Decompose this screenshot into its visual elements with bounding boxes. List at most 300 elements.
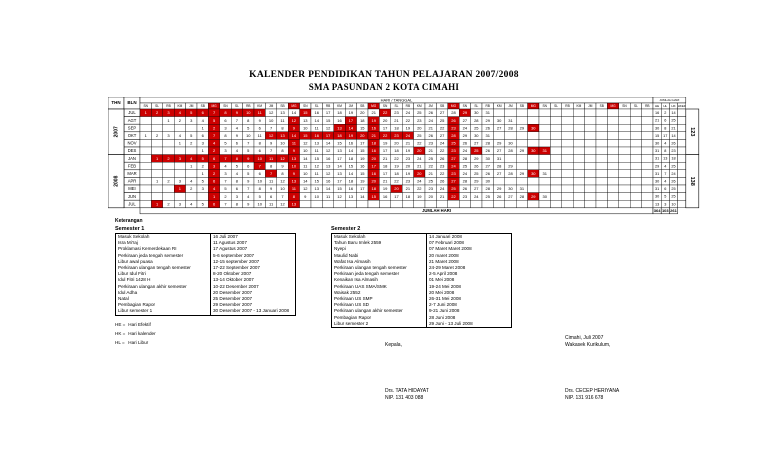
event-date: 28 Juni 2008 <box>427 315 512 321</box>
legend-he <box>115 322 151 327</box>
month-hkef-cell <box>678 132 686 140</box>
event-date: 20 maret 2008 <box>427 253 512 259</box>
day-number: 7 <box>224 201 227 207</box>
month-total: 17 <box>663 133 668 138</box>
day-number: 5 <box>190 132 193 138</box>
day-number: 10 <box>246 132 251 138</box>
day-number: 23 <box>451 148 456 154</box>
day-number: 6 <box>258 148 261 154</box>
day-name: SL <box>554 104 559 109</box>
day-number: 9 <box>304 193 307 199</box>
day-number: 10 <box>303 125 308 131</box>
day-number: 21 <box>371 110 376 116</box>
day-cell <box>573 177 584 185</box>
day-number: 3 <box>178 178 182 184</box>
day-number: 12 <box>268 132 274 138</box>
day-number: 19 <box>348 110 354 116</box>
day-cell <box>619 109 630 117</box>
month-label: DES <box>127 148 137 154</box>
month-total: 3 <box>664 202 667 207</box>
day-cell <box>550 155 561 163</box>
day-number: 17 <box>360 140 365 146</box>
day-cell <box>550 147 561 155</box>
calendar-grid <box>108 97 700 215</box>
semester2-table <box>332 234 511 327</box>
day-number: 8 <box>247 117 250 123</box>
day-cell <box>607 170 618 178</box>
day-number: 22 <box>382 132 388 138</box>
day-number: 18 <box>394 125 399 131</box>
day-number: 17 <box>337 155 342 161</box>
day-cell <box>562 193 573 201</box>
day-number: 24 <box>462 170 468 176</box>
day-number: 5 <box>224 140 227 146</box>
day-cell <box>630 200 641 208</box>
day-cell <box>539 200 550 208</box>
day-number: 2 <box>212 125 216 131</box>
day-cell <box>151 193 162 201</box>
day-number: 10 <box>246 110 251 116</box>
day-number: 8 <box>269 163 273 169</box>
day-number: 3 <box>167 110 170 116</box>
day-number: 7 <box>212 132 216 138</box>
day-cell <box>163 185 174 193</box>
day-number: 9 <box>292 148 296 154</box>
day-cell <box>562 185 573 193</box>
day-number: 23 <box>394 110 399 116</box>
day-number: 21 <box>428 148 433 154</box>
day-number: 8 <box>281 170 284 176</box>
day-cell <box>493 132 504 140</box>
day-number: 20 <box>394 186 399 192</box>
day-cell <box>607 109 618 117</box>
day-cell <box>140 193 151 201</box>
day-number: 29 <box>474 178 479 184</box>
day-cell <box>642 193 653 201</box>
day-cell <box>630 170 641 178</box>
day-number: 1 <box>167 117 170 123</box>
day-number: 18 <box>371 140 376 146</box>
event-date: 17 Agustus 2007 <box>211 246 296 252</box>
day-name: JM <box>268 104 274 109</box>
day-cell <box>585 177 596 185</box>
month-hkef-cell <box>678 193 686 201</box>
principal-role: Kepala, <box>385 342 402 348</box>
day-name: SL <box>474 104 479 109</box>
day-cell <box>573 185 584 193</box>
day-cell <box>573 200 584 208</box>
day-cell <box>550 193 561 201</box>
day-number: 23 <box>405 178 411 184</box>
day-cell <box>505 109 516 117</box>
day-number: 3 <box>178 155 182 161</box>
day-cell <box>562 155 573 163</box>
day-cell <box>619 177 630 185</box>
day-number: 29 <box>519 170 525 176</box>
day-number: 1 <box>201 125 204 131</box>
day-number: 28 <box>474 117 479 123</box>
day-number: 16 <box>382 193 388 199</box>
day-number: 4 <box>190 155 193 161</box>
day-number: 10 <box>257 201 262 207</box>
day-number: 24 <box>417 178 422 184</box>
day-cell <box>562 124 573 132</box>
day-number: 18 <box>348 155 354 161</box>
day-number: 28 <box>451 110 456 116</box>
day-number: 9 <box>247 178 250 184</box>
principal-name: Drs. TATA HIDAYAT <box>385 388 429 394</box>
day-number: 19 <box>371 117 376 123</box>
day-cell <box>425 200 436 208</box>
month-total: 31 <box>654 149 660 154</box>
day-number: 31 <box>485 132 490 138</box>
day-number: 28 <box>451 132 456 138</box>
day-number: 21 <box>428 125 433 131</box>
day-name: KM <box>337 104 342 109</box>
day-cell <box>163 162 174 170</box>
grand-total-value: 364 <box>653 208 661 214</box>
day-name: SB <box>519 104 525 109</box>
day-number: 27 <box>508 193 513 199</box>
day-number: 26 <box>485 148 490 154</box>
semester2-heading: Semester 2 <box>331 226 361 232</box>
day-number: 1 <box>144 110 147 116</box>
day-cell <box>482 200 493 208</box>
day-number: 22 <box>417 186 422 192</box>
event-name: Maulid Nabi <box>334 252 359 258</box>
day-number: 26 <box>485 170 490 176</box>
day-number: 12 <box>337 193 342 199</box>
day-number: 27 <box>474 140 479 146</box>
day-number: 9 <box>269 140 273 146</box>
day-number: 27 <box>439 110 445 116</box>
day-number: 22 <box>451 193 456 199</box>
vice-principal-role: Wakasek Kurikulum, <box>565 342 611 348</box>
day-number: 23 <box>428 140 433 146</box>
day-number: 4 <box>212 186 216 192</box>
day-number: 27 <box>474 186 479 192</box>
day-cell <box>151 139 162 147</box>
day-cell <box>596 109 607 117</box>
day-number: 26 <box>451 117 456 123</box>
event-name: Idul Adha <box>118 289 138 295</box>
day-number: 7 <box>224 178 227 184</box>
day-number: 19 <box>382 186 388 192</box>
event-date: 9-21 Juni 2008 <box>427 308 512 314</box>
day-number: 8 <box>235 178 239 184</box>
day-number: 11 <box>303 163 308 169</box>
month-hkef-cell <box>678 170 686 178</box>
month-total: 10 <box>671 202 676 207</box>
day-number: 12 <box>314 163 319 169</box>
day-cell <box>630 185 641 193</box>
day-cell <box>562 132 573 140</box>
day-cell <box>562 200 573 208</box>
day-number: 9 <box>292 170 296 176</box>
grand-total-value: 261 <box>670 208 677 214</box>
month-hkef-cell <box>678 117 686 125</box>
month-hkef-cell <box>678 155 686 163</box>
day-number: 23 <box>405 155 411 161</box>
day-number: 1 <box>212 193 216 199</box>
day-number: 11 <box>269 178 274 184</box>
day-number: 26 <box>439 178 445 184</box>
event-name: Nyepi <box>334 246 346 252</box>
day-cell <box>573 117 584 125</box>
day-number: 14 <box>303 155 308 161</box>
day-number: 17 <box>325 110 331 116</box>
day-cell <box>528 139 539 147</box>
day-number: 11 <box>314 170 319 176</box>
month-total: 31 <box>654 156 660 161</box>
month-total: 21 <box>671 126 676 131</box>
total-header: HE <box>655 103 660 108</box>
month-hkef-cell <box>678 109 686 117</box>
day-number: 19 <box>360 155 365 161</box>
day-name: RB <box>405 104 411 109</box>
day-cell <box>619 155 630 163</box>
month-hkef-cell <box>678 200 686 208</box>
day-number: 10 <box>257 155 262 161</box>
day-cell <box>585 170 596 178</box>
day-number: 2 <box>190 186 193 192</box>
day-number: 3 <box>224 148 227 154</box>
day-cell <box>186 147 197 155</box>
day-number: 25 <box>417 132 422 138</box>
day-cell <box>151 117 162 125</box>
day-cell <box>573 155 584 163</box>
day-number: 12 <box>303 186 308 192</box>
day-cell <box>585 200 596 208</box>
day-name: JM <box>189 104 194 109</box>
month-total: 7 <box>664 171 667 176</box>
year-label: 2007 <box>113 126 120 138</box>
day-cell <box>151 185 162 193</box>
day-number: 8 <box>281 125 284 131</box>
day-name: SN <box>622 104 627 109</box>
day-cell <box>642 117 653 125</box>
day-name: MG <box>291 104 297 109</box>
month-total: 24 <box>671 171 676 176</box>
day-name: SL <box>234 104 239 109</box>
day-number: 1 <box>155 155 159 161</box>
day-cell <box>596 117 607 125</box>
day-number: 3 <box>212 163 216 169</box>
day-number: 17 <box>337 178 342 184</box>
day-number: 29 <box>519 148 525 154</box>
day-number: 22 <box>439 148 445 154</box>
total-header: HKEF <box>677 103 686 108</box>
day-cell <box>596 147 607 155</box>
day-cell <box>596 124 607 132</box>
day-cell <box>607 124 618 132</box>
event-date: 16 Juli 2007 <box>211 234 296 240</box>
day-cell <box>140 139 151 147</box>
day-number: 27 <box>496 148 502 154</box>
day-cell <box>550 200 561 208</box>
day-number: 14 <box>348 148 354 154</box>
event-name: Pembagian Rapor <box>118 302 156 308</box>
month-label: APR <box>127 178 137 184</box>
month-hkef-cell <box>678 177 686 185</box>
event-name: Proklamasi Kemerdekaan RI <box>118 246 177 252</box>
day-number: 25 <box>451 186 456 192</box>
day-number: 27 <box>451 178 456 184</box>
day-number: 26 <box>462 186 468 192</box>
day-number: 22 <box>382 110 388 116</box>
day-number: 4 <box>247 193 250 199</box>
month-total: 25 <box>671 164 676 169</box>
day-name: RB <box>645 104 650 109</box>
day-number: 30 <box>531 125 536 131</box>
day-number: 28 <box>508 148 513 154</box>
day-number: 13 <box>291 155 297 161</box>
day-number: 2 <box>155 110 159 116</box>
day-cell <box>596 155 607 163</box>
day-number: 31 <box>542 148 547 154</box>
day-number: 8 <box>281 148 284 154</box>
day-cell <box>607 200 618 208</box>
legend-key: HK = <box>115 331 126 336</box>
day-number: 26 <box>428 110 433 116</box>
day-cell <box>585 132 596 140</box>
grand-total-label-cell <box>140 208 653 214</box>
day-number: 7 <box>269 125 273 131</box>
day-number: 20 <box>360 132 365 138</box>
day-cell <box>163 147 174 155</box>
day-number: 2 <box>178 117 182 123</box>
day-number: 21 <box>417 163 422 169</box>
day-number: 16 <box>337 117 342 123</box>
document-title: KALENDER PENDIDIKAN TAHUN PELAJARAN 2007/2008 <box>249 70 519 80</box>
month-hkef-cell <box>678 139 686 147</box>
legend-hl <box>115 340 148 345</box>
day-number: 6 <box>224 117 227 123</box>
event-date: 07 Februari 2008 <box>427 240 512 246</box>
day-number: 1 <box>178 186 182 192</box>
grand-total-value: 103 <box>661 208 669 214</box>
day-number: 6 <box>201 110 204 116</box>
day-number: 15 <box>360 148 365 154</box>
day-number: 29 <box>474 155 479 161</box>
day-number: 9 <box>247 201 250 207</box>
day-cell <box>585 162 596 170</box>
day-cell <box>368 200 379 208</box>
day-number: 28 <box>508 170 513 176</box>
day-cell <box>174 124 185 132</box>
total-header: HL <box>663 103 668 108</box>
day-number: 30 <box>485 155 490 161</box>
day-number: 28 <box>485 186 490 192</box>
day-number: 5 <box>247 148 250 154</box>
day-number: 2 <box>167 155 170 161</box>
day-cell <box>550 132 561 140</box>
day-cell <box>642 147 653 155</box>
day-number: 14 <box>360 193 365 199</box>
legend-key: HE = <box>115 322 126 327</box>
day-cell <box>562 162 573 170</box>
day-cell <box>345 200 356 208</box>
day-number: 12 <box>268 110 274 116</box>
day-number: 15 <box>314 178 319 184</box>
totals-group-header: JUMLAH HARI <box>659 97 680 102</box>
day-number: 23 <box>462 193 468 199</box>
day-number: 30 <box>531 148 536 154</box>
day-number: 10 <box>303 148 308 154</box>
day-cell <box>550 117 561 125</box>
day-number: 16 <box>325 155 331 161</box>
month-total: 8 <box>664 126 667 131</box>
day-number: 4 <box>224 163 227 169</box>
day-cell <box>562 109 573 117</box>
event-name: Perkiraan UAS SMA/SMK <box>334 283 387 289</box>
day-number: 7 <box>247 140 250 146</box>
day-number: 25 <box>428 155 433 161</box>
day-name: SN <box>462 104 468 109</box>
day-cell <box>642 177 653 185</box>
day-number: 4 <box>235 148 239 154</box>
day-cell <box>562 177 573 185</box>
day-number: 1 <box>155 201 159 207</box>
day-cell <box>140 162 151 170</box>
day-name: SN <box>542 104 547 109</box>
day-name: MG <box>450 104 457 109</box>
day-number: 14 <box>348 125 354 131</box>
day-cell <box>414 200 425 208</box>
day-cell <box>163 124 174 132</box>
day-name: SL <box>633 104 638 109</box>
day-number: 13 <box>314 140 319 146</box>
day-number: 14 <box>325 140 331 146</box>
bln-header: BLN <box>127 100 137 106</box>
day-cell <box>642 132 653 140</box>
day-number: 31 <box>519 186 525 192</box>
event-name: Libur semester 2 <box>334 320 369 326</box>
day-name: MG <box>371 104 377 109</box>
day-cell <box>607 193 618 201</box>
day-cell <box>607 185 618 193</box>
day-cell <box>573 170 584 178</box>
month-total: 31 <box>654 171 660 176</box>
event-date: 26-31 Mei 2008 <box>427 296 512 302</box>
day-number: 19 <box>348 132 354 138</box>
day-name: KM <box>177 104 183 109</box>
day-number: 1 <box>190 163 193 169</box>
day-number: 20 <box>417 125 422 131</box>
event-date: 12-15 september 2007 <box>211 259 296 265</box>
day-number: 7 <box>212 110 216 116</box>
day-number: 22 <box>439 125 445 131</box>
day-number: 17 <box>382 170 388 176</box>
event-name: Perkiraan ulangan tengah semester <box>118 265 191 271</box>
day-number: 30 <box>542 193 547 199</box>
day-cell <box>528 185 539 193</box>
event-name: Perkiraan US SD <box>334 302 369 308</box>
day-number: 21 <box>405 140 411 146</box>
day-number: 20 <box>405 163 411 169</box>
event-name: Perkiraan jeda tengah semester <box>118 252 184 258</box>
day-number: 8 <box>235 155 239 161</box>
day-number: 9 <box>258 117 261 123</box>
day-name: RB <box>166 104 171 109</box>
day-number: 18 <box>337 110 342 116</box>
day-cell <box>528 162 539 170</box>
day-cell <box>596 185 607 193</box>
day-cell <box>630 155 641 163</box>
day-number: 17 <box>371 163 376 169</box>
day-cell <box>528 117 539 125</box>
day-number: 26 <box>485 125 490 131</box>
